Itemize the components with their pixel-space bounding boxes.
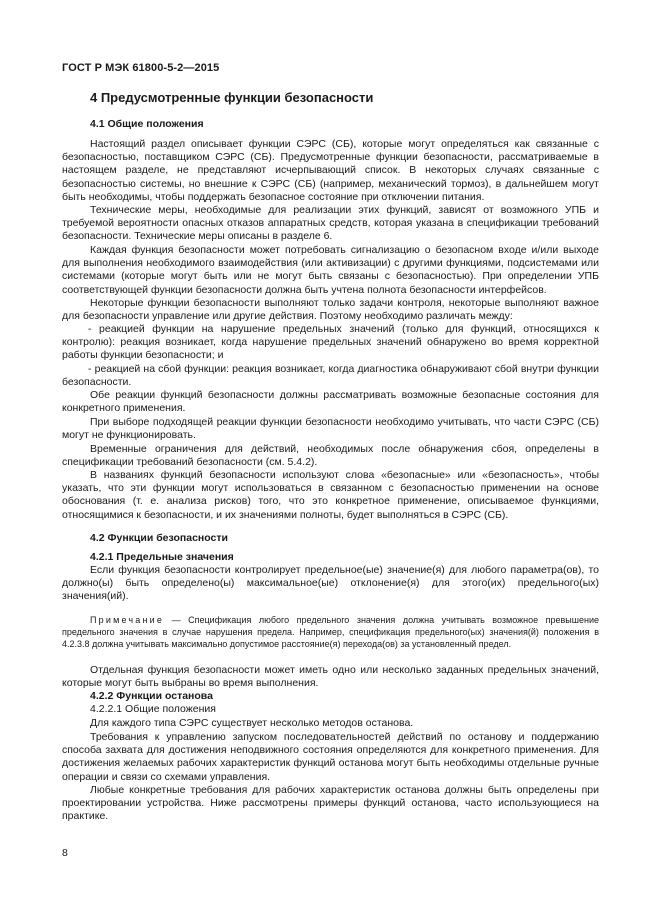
note-text: — Спецификация любого предельного значения должна учитывать возможное превышение предельного значения в случае нарушения предела. Например, спецификация предельного(ых) значения(й) положения в 4.2.3.8 должна учитывать максимально допустимое расстояние(я) перехода(ов) за установленный предел.: [62, 615, 599, 649]
subsection-title-4-2-2-1: 4.2.2.1 Общие положения: [90, 703, 216, 715]
subsection-title-4-2-2: 4.2.2 Функции останова: [90, 690, 213, 702]
paragraph: Требования к управлению запуском последовательностей действий по останову и поддержанию способа захвата для достижения неподвижного состояния определяются для конкретного применения. Для достижения желаемых рабочих характеристик функций останова могут быть необходимы отдельные ручные операции и связи со схемами управления.: [62, 731, 599, 783]
list-item: - реакцией функции на нарушение предельных значений (только для функций, относящихся к контролю): реакция возникает, когда нарушение предельных значений обнаружено во время корректной работы функции безопасности; и: [62, 323, 599, 362]
paragraph: Обе реакции функций безопасности должны рассматривать возможные безопасные состояния для конкретного применения.: [62, 389, 599, 415]
paragraph: Временные ограничения для действий, необходимых после обнаружения сбоя, определены в спецификации требований безопасности (см. 5.4.2).: [62, 443, 599, 469]
paragraph: Любые конкретные требования для рабочих характеристик останова должны быть определены при проектировании устройства. Ниже рассмотрены примеры функций останова, часто использующиеся на практике.: [62, 784, 599, 823]
page-number: 8: [62, 847, 68, 859]
note: [62, 614, 599, 650]
list-item: - реакцией на сбой функции: реакция возникает, когда диагностика обнаруживают сбой внутри функции безопасности.: [62, 363, 599, 389]
note-label: Примечание: [90, 615, 165, 625]
paragraph: Для каждого типа СЭРС существует несколько методов останова.: [90, 717, 414, 729]
paragraph: Каждая функция безопасности может потребовать сигнализацию о безопасном входе и/или выходе для выполнения необходимого взаимодействия (или активизации) с другими функциями, подсистемами или системами (которые могут быть или не могут быть связаны с безопасностью). При определении УПБ соответствующей функции безопасности должна быть учтена полнота безопасности интерфейсов.: [62, 244, 599, 296]
subsection-title-4-2: 4.2 Функции безопасности: [90, 532, 228, 544]
subsection-title-4-1: 4.1 Общие положения: [90, 118, 204, 130]
paragraph: Технические меры, необходимые для реализации этих функций, зависят от возможного УПБ и требуемой вероятности опасных отказов аппаратных средств, которая указана в спецификации требований безопасности. Технические меры описаны в разделе 6.: [62, 204, 599, 243]
paragraph: Отдельная функция безопасности может иметь одно или несколько заданных предельных значений, которые могут быть выбраны во время выполнения.: [62, 664, 599, 690]
section-title: 4 Предусмотренные функции безопасности: [90, 90, 374, 105]
paragraph: Некоторые функции безопасности выполняют только задачи контроля, некоторые выполняют важное для безопасности управление или другие действия. Поэтому необходимо различать между:: [62, 297, 599, 323]
paragraph: В названиях функций безопасности используют слова «безопасные» или «безопасность», чтобы указать, что эти функции могут использоваться в связанном с безопасностью применении на основе обоснования (т. е. анализа рисков) того, что это конкретное применение, описываемое функциями, относящимися к безопасности, и их значениями полноты, будет выполняться в СЭРС (СБ).: [62, 469, 599, 521]
paragraph: Если функция безопасности контролирует предельное(ые) значение(я) для любого параметра(ов), то должно(ы) быть определено(ы) максимальное(ые) отклонение(я) для этого(их) предельного(ых) значения(ий).: [62, 564, 599, 603]
paragraph: Настоящий раздел описывает функции СЭРС (СБ), которые могут определяться как связанные с безопасностью, поставщиком СЭРС (СБ). Предусмотренные функции безопасности, рассматриваемые в настоящем разделе, не представляют исчерпывающий список. В некоторых случаях связанные с безопасностью системы, но внешние к СЭРС (СБ) (например, механический тормоз), в дальнейшем могут быть необходимы, чтобы поддержать безопасное состояние при отключении питания.: [62, 138, 599, 203]
document-header: ГОСТ Р МЭК 61800-5-2—2015: [62, 62, 220, 74]
subsection-title-4-2-1: 4.2.1 Предельные значения: [90, 551, 234, 563]
paragraph: При выборе подходящей реакции функции безопасности необходимо учитывать, что части СЭРС (СБ) могут не функционировать.: [62, 416, 599, 442]
